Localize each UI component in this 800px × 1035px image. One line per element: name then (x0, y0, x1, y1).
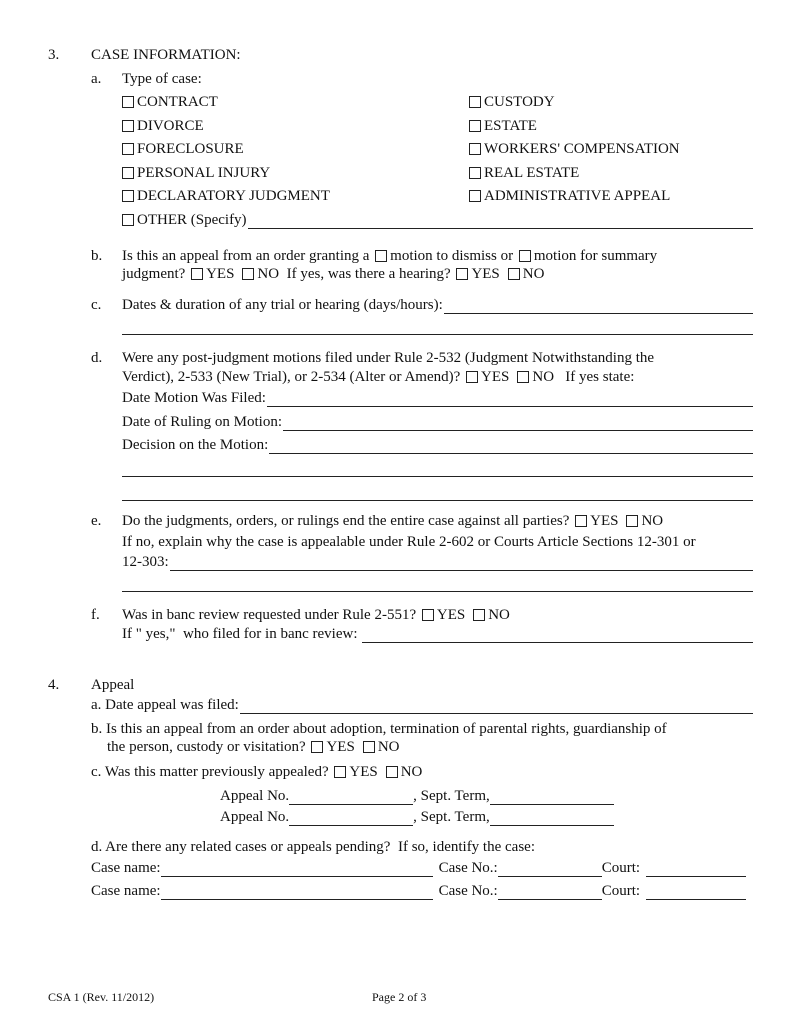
no-label: NO (641, 513, 664, 529)
case-no-field[interactable] (498, 862, 602, 877)
case-type-option[interactable] (467, 164, 579, 182)
label: , Sept. Term, (413, 788, 490, 804)
label: Decision on the Motion: (122, 437, 269, 453)
checkbox[interactable] (122, 96, 134, 108)
court-field[interactable] (646, 885, 746, 900)
section-3-number: 3. (48, 47, 60, 63)
decision-field[interactable] (269, 439, 753, 454)
item-b-line1 (122, 247, 657, 265)
option-label: PERSONAL INJURY (137, 165, 271, 181)
checkbox[interactable] (469, 190, 481, 202)
option-label: CUSTODY (484, 94, 555, 110)
no-label: NO (377, 739, 400, 755)
yes-label: YES (471, 266, 500, 282)
item-d-line2 (122, 368, 634, 386)
yes-label: YES (590, 513, 619, 529)
checkbox[interactable] (122, 167, 134, 179)
text: Verdict), 2-533 (New Trial), or 2-534 (Alter or Amend)? (122, 369, 465, 385)
form-id: CSA 1 (Rev. 11/2012) (48, 990, 155, 1004)
decision-field-line2[interactable] (122, 476, 753, 477)
item-e-line3 (122, 553, 753, 571)
case-type-option[interactable] (467, 140, 680, 158)
checkbox-4b-no[interactable] (363, 741, 375, 753)
item-4d-line: d. Are there any related cases or appeals pending? If so, identify the case: (91, 839, 535, 855)
checkbox-4c-yes[interactable] (334, 766, 346, 778)
appealable-explanation-line2[interactable] (122, 591, 753, 592)
item-f-line2 (122, 625, 753, 643)
date-appeal-row (91, 696, 753, 714)
item-a-letter: a. (91, 71, 102, 87)
case-type-option[interactable] (120, 164, 270, 182)
text: motion to dismiss or (390, 248, 517, 264)
no-label: NO (488, 607, 510, 623)
trial-dates-field[interactable] (444, 299, 753, 314)
item-b-letter: b. (91, 248, 103, 264)
checkbox-e-no[interactable] (626, 515, 638, 527)
item-e-line2: If no, explain why the case is appealable under Rule 2-602 or Courts Article Sections 12-301 or (122, 534, 696, 550)
case-type-option[interactable] (120, 117, 204, 135)
case-type-option[interactable] (467, 187, 670, 205)
item-c-letter: c. (91, 297, 102, 313)
text: Was in banc review requested under Rule 2-551? (122, 607, 420, 623)
item-f-letter: f. (91, 607, 100, 623)
checkbox-motion-summary[interactable] (519, 250, 531, 262)
checkbox-hearing-no[interactable] (508, 268, 520, 280)
no-label: NO (400, 764, 423, 780)
court-field[interactable] (646, 862, 746, 877)
label: Date of Ruling on Motion: (122, 414, 282, 430)
checkbox[interactable] (122, 143, 134, 155)
yes-label: YES (436, 607, 466, 623)
item-e-line1 (122, 512, 663, 530)
checkbox-f-no[interactable] (473, 609, 485, 621)
checkbox[interactable] (469, 96, 481, 108)
text: Dates & duration of any trial or hearing (days/hours): (122, 297, 443, 313)
item-d-line1: Were any post-judgment motions filed under Rule 2-532 (Judgment Notwithstanding the (122, 350, 655, 366)
case-type-other (120, 211, 753, 229)
related-case-row (91, 859, 746, 877)
text: If yes state: (554, 369, 635, 385)
text: judgment? (122, 266, 190, 282)
appeal-no-field[interactable] (289, 790, 413, 805)
label: Case No.: (438, 883, 498, 899)
label: , Sept. Term, (413, 809, 490, 825)
option-label: DECLARATORY JUDGMENT (137, 188, 330, 204)
checkbox-e-yes[interactable] (575, 515, 587, 527)
checkbox-4c-no[interactable] (386, 766, 398, 778)
in-banc-filer-field[interactable] (362, 628, 753, 643)
text: 12-303: (122, 554, 169, 570)
other-specify-field[interactable] (248, 214, 753, 229)
yes-label: YES (206, 266, 235, 282)
yes-label: YES (349, 764, 378, 780)
checkbox-4b-yes[interactable] (311, 741, 323, 753)
case-no-field[interactable] (498, 885, 602, 900)
checkbox-b-yes[interactable] (191, 268, 203, 280)
section-4-number: 4. (48, 677, 60, 693)
text: Is this an appeal from an order granting a (122, 248, 374, 264)
date-motion-filed-field[interactable] (267, 392, 753, 407)
date-ruling-row (122, 413, 753, 431)
label: Court: (601, 860, 641, 876)
date-appeal-filed-field[interactable] (240, 699, 753, 714)
page-number: Page 2 of 3 (372, 990, 427, 1004)
section-4-title: Appeal (91, 677, 135, 693)
option-label: FORECLOSURE (137, 141, 244, 157)
no-label: NO (522, 266, 545, 282)
related-case-row (91, 882, 746, 900)
label: Case name: (91, 883, 161, 899)
type-of-case-label: Type of case: (122, 71, 202, 87)
checkbox-other[interactable] (122, 214, 134, 226)
date-ruling-field[interactable] (283, 416, 753, 431)
label: Court: (601, 883, 641, 899)
option-label: CONTRACT (137, 94, 218, 110)
label: Date Motion Was Filed: (122, 390, 266, 406)
checkbox[interactable] (122, 120, 134, 132)
checkbox[interactable] (122, 190, 134, 202)
item-c-line (122, 296, 753, 314)
appeal-no-field[interactable] (289, 811, 413, 826)
option-label: DIVORCE (137, 118, 204, 134)
yes-label: YES (326, 739, 355, 755)
label: Case name: (91, 860, 161, 876)
yes-label: YES (481, 369, 510, 385)
checkbox[interactable] (469, 167, 481, 179)
other-label: OTHER (Specify) (137, 212, 247, 228)
checkbox-d-no[interactable] (517, 371, 529, 383)
appeal-no-row (220, 787, 614, 805)
checkbox-f-yes[interactable] (422, 609, 434, 621)
section-3-title: CASE INFORMATION: (91, 47, 241, 63)
appealable-explanation-field[interactable] (170, 556, 753, 571)
case-type-option[interactable] (467, 93, 555, 111)
item-b-line2 (122, 265, 544, 283)
case-type-option[interactable] (120, 140, 244, 158)
sept-term-field[interactable] (490, 790, 614, 805)
text: If yes, was there a hearing? (279, 266, 455, 282)
decision-field-line3[interactable] (122, 500, 753, 501)
checkbox[interactable] (469, 143, 481, 155)
option-label: REAL ESTATE (484, 165, 580, 181)
option-label: ESTATE (484, 118, 537, 134)
checkbox-d-yes[interactable] (466, 371, 478, 383)
option-label: WORKERS' COMPENSATION (484, 141, 680, 157)
label: Case No.: (438, 860, 498, 876)
item-d-letter: d. (91, 350, 103, 366)
option-label: ADMINISTRATIVE APPEAL (484, 188, 671, 204)
case-name-field[interactable] (161, 862, 433, 877)
item-e-letter: e. (91, 513, 102, 529)
text: c. Was this matter previously appealed? (91, 764, 333, 780)
no-label: NO (257, 266, 280, 282)
checkbox-b-no[interactable] (242, 268, 254, 280)
item-4b-line2 (107, 738, 399, 756)
appeal-no-row (220, 808, 614, 826)
checkbox-motion-dismiss[interactable] (375, 250, 387, 262)
text: Do the judgments, orders, or rulings end the entire case against all parties? (122, 513, 574, 529)
no-label: NO (532, 369, 555, 385)
text: the person, custody or visitation? (107, 739, 310, 755)
sept-term-field[interactable] (490, 811, 614, 826)
label: Appeal No. (220, 809, 290, 825)
checkbox[interactable] (469, 120, 481, 132)
date-motion-filed-row (122, 389, 753, 407)
item-f-line1 (122, 606, 510, 624)
decision-row (122, 436, 753, 454)
label: a. Date appeal was filed: (91, 697, 239, 713)
checkbox-hearing-yes[interactable] (456, 268, 468, 280)
case-type-option[interactable] (467, 117, 537, 135)
label: Appeal No. (220, 788, 290, 804)
text: If " yes," who filed for in banc review: (122, 626, 362, 642)
case-name-field[interactable] (161, 885, 433, 900)
case-type-option[interactable] (120, 93, 218, 111)
case-type-option[interactable] (120, 187, 330, 205)
item-4c-line (91, 763, 422, 781)
trial-dates-field-line2[interactable] (122, 334, 753, 335)
text: motion for summary (533, 248, 658, 264)
item-4b-line1: b. Is this an appeal from an order about adoption, termination of parental rights, guardianship of (91, 721, 667, 737)
